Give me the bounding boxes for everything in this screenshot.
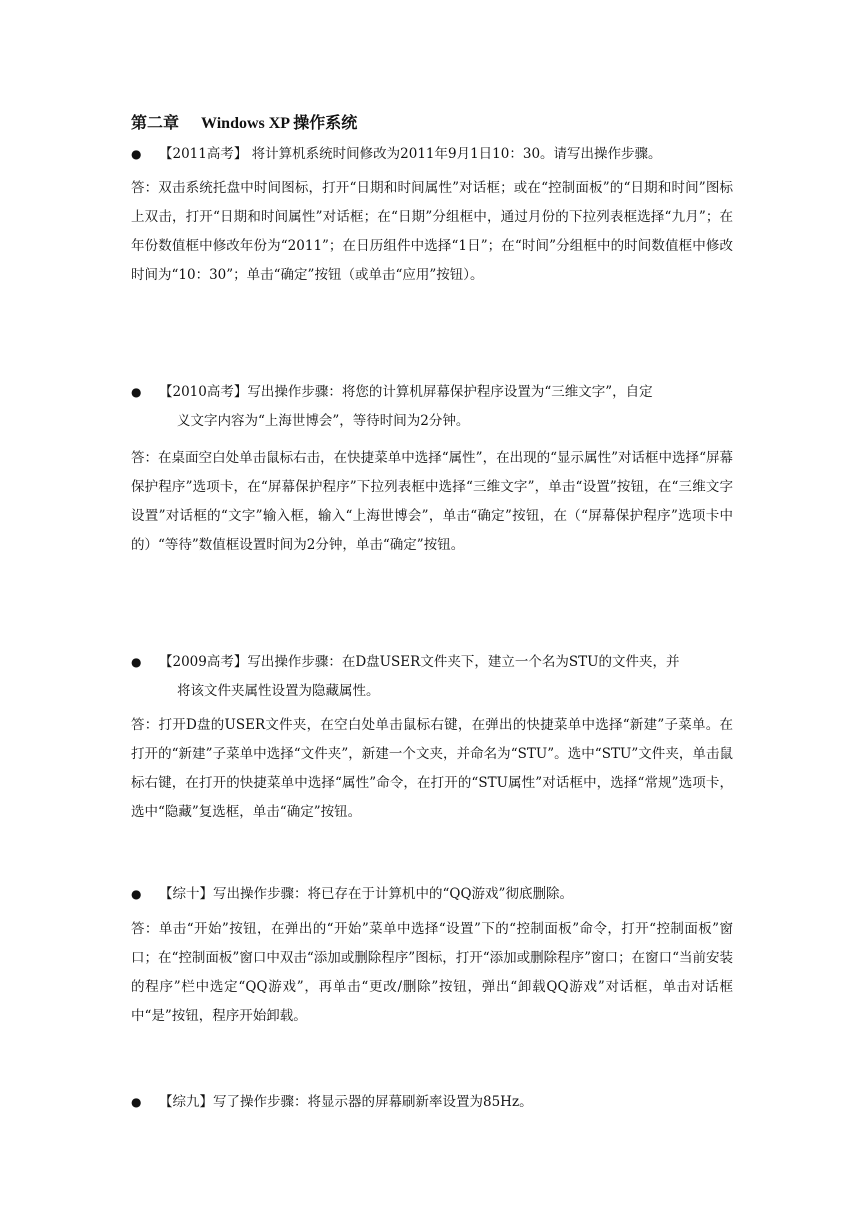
question-item-3: [131, 648, 733, 706]
question-text: 【综十】写出操作步骤：将已存在于计算机中的“QQ游戏”彻底删除。: [159, 886, 573, 902]
answer-text-4: 答：单击“开始”按钮，在弹出的“开始”菜单中选择“设置”下的“控制面板”命令，打开“控制面板”窗口；在“控制面板”窗口中双击“添加或删除程序”图标，打开“添加或删除程序”窗口；在窗口“当前安装的程序”栏中选定“QQ游戏”，再单击“更改/删除”按钮，弹出“卸载QQ游戏”对话框，单击对话框中“是”按钮，程序开始卸载。: [131, 921, 733, 1024]
question-text: 【2011高考】 将计算机系统时间修改为2011年9月1日10：30。请写出操作步骤。: [159, 146, 662, 162]
question-text-line2: 义文字内容为“上海世博会”，等待时间为2分钟。: [177, 413, 470, 429]
question-item-2: [131, 378, 733, 436]
bullet-icon: ●: [131, 655, 142, 669]
answer-text-3: 答：打开D盘的USER文件夹，在空白处单击鼠标右键，在弹出的快捷菜单中选择“新建”子菜单。在打开的“新建”子菜单中选择“文件夹”，新建一个文夹，并命名为“STU”。选中“STU”文件夹，单击鼠标右键，在打开的快捷菜单中选择“属性”命令，在打开的“STU属性”对话框中，选择“常规”选项卡，选中“隐藏”复选框，单击“确定”按钮。: [131, 717, 733, 820]
question-item-5: [131, 1088, 733, 1117]
bullet-icon: ●: [131, 385, 142, 399]
question-text: 【综九】写了操作步骤：将显示器的屏幕刷新率设置为85Hz。: [159, 1094, 533, 1110]
question-text-line1: 【2009高考】写出操作步骤：在D盘USER文件夹下，建立一个名为STU的文件夹，并: [159, 654, 680, 670]
bullet-icon: ●: [131, 147, 142, 161]
bullet-icon: ●: [131, 1095, 142, 1109]
answer-text-2: 答：在桌面空白处单击鼠标右击，在快捷菜单中选择“属性”，在出现的“显示属性”对话框中选择“屏幕保护程序”选项卡，在“屏幕保护程序”下拉列表框中选择“三维文字”，单击“设置”按钮，在“三维文字设置”对话框的“文字”输入框，输入“上海世博会”，单击“确定”按钮，在（“屏幕保护程序”选项卡中的）“等待”数值框设置时间为2分钟，单击“确定”按钮。: [131, 450, 733, 553]
question-text-line2: 将该文件夹属性设置为隐藏属性。: [177, 683, 380, 699]
question-item-1: [131, 140, 733, 169]
chapter-number: 第二章: [131, 115, 180, 132]
question-item-4: [131, 880, 733, 909]
question-text-line1: 【2010高考】写出操作步骤：将您的计算机屏幕保护程序设置为“三维文字”，自定: [159, 384, 653, 400]
chapter-title: Windows XP 操作系统: [201, 115, 358, 132]
chapter-heading: [131, 110, 357, 133]
answer-text-1: 答：双击系统托盘中时间图标，打开“日期和时间属性”对话框；或在“控制面板”的“日期和时间”图标上双击，打开“日期和时间属性”对话框；在“日期”分组框中，通过月份的下拉列表框选择“九月”；在年份数值框中修改年份为“2011”；在日历组件中选择“1日”；在“时间”分组框中的时间数值框中修改时间为“10：30”；单击“确定”按钮（或单击“应用”按钮）。: [131, 180, 733, 283]
bullet-icon: ●: [131, 887, 142, 901]
